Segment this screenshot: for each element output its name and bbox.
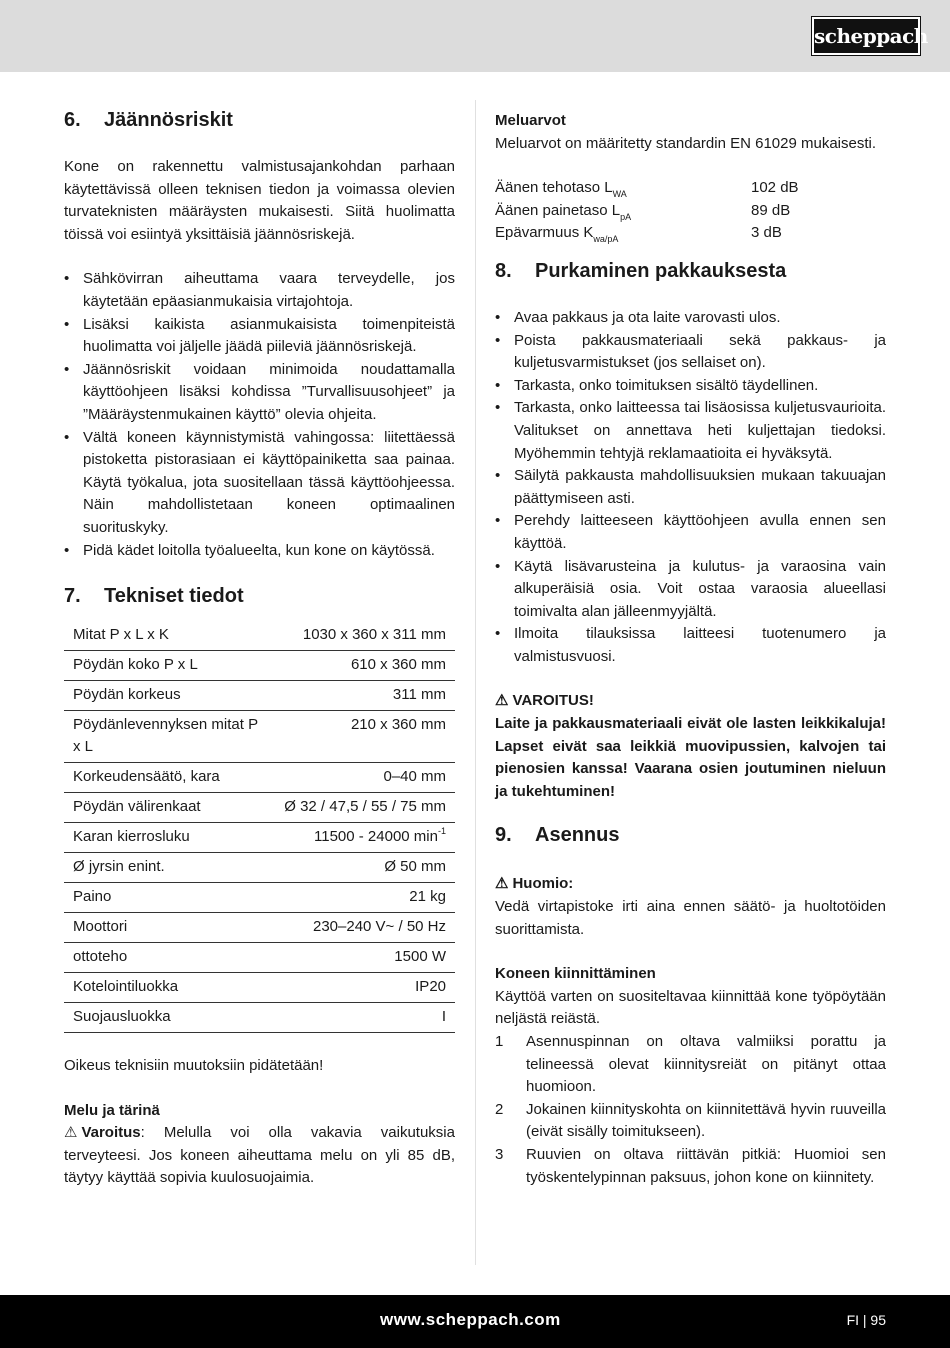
tech-spec-table — [64, 624, 455, 1033]
table-row — [495, 177, 799, 200]
noise-label: Äänen tehotaso $L_{WA}$ — [495, 179, 627, 200]
column-divider — [475, 100, 476, 1265]
noise-values-table — [495, 177, 799, 245]
header-bar — [0, 0, 950, 72]
spec-value: 21 kg — [275, 883, 455, 913]
unpacking-list — [495, 307, 886, 669]
noise-label: Äänen painetaso $L_{pA}$ — [495, 201, 632, 222]
spec-label: Pöydän koko P x L — [64, 651, 275, 681]
website-url: www.scheppach.com — [380, 1310, 561, 1329]
list-item: • Jäännösriskit voidaan minimoida noudattamalla käyttöohjeen lisäksi kohdissa ”Turvallisuusohjeet” ja ”Määräystenmukainen käyttö” olevia ohjeita. — [64, 359, 455, 427]
spec-label: Suojausluokka — [64, 1003, 275, 1033]
warning-title: ⚠ VAROITUS! — [495, 690, 886, 713]
spec-value: 1500 W — [275, 943, 455, 973]
noise-value: 3 dB — [751, 224, 782, 242]
table-row — [64, 853, 455, 883]
right-column — [495, 100, 886, 1189]
spec-value: 11500 - 24000 $\min^{-1}$ — [275, 823, 455, 853]
section-6-heading: 6. Jäännösriskit — [64, 109, 233, 131]
section-9-heading: 9. Asennus — [495, 824, 620, 847]
list-item: • Tarkasta, onko laitteessa tai lisäosissa kuljetusvaurioita. Valitukset on annettava heti kuljettajan tiedoksi. Myöhemmin tehtyjä reklamaatioita ei hyväksytä. — [495, 397, 886, 465]
spec-label: Pöydän välirenkaat — [64, 793, 275, 823]
list-item: • Ilmoita tilauksissa laitteesi tuotenumero ja valmistusvuosi. — [495, 623, 886, 668]
list-item: • Tarkasta, onko toimituksen sisältö täydellinen. — [495, 375, 886, 398]
table-row — [64, 883, 455, 913]
scheppach-logo: scheppach — [812, 17, 920, 55]
spec-label: Ø jyrsin enint. — [64, 853, 275, 883]
spec-value: 1030 x 360 x 311 mm — [275, 624, 455, 651]
spec-value: 210 x 360 mm — [275, 711, 455, 763]
table-row — [495, 200, 799, 223]
spec-value: 0–40 mm — [275, 763, 455, 793]
noise-value: 89 dB — [751, 201, 791, 219]
spec-value: 311 mm — [275, 681, 455, 711]
note-text: Vedä virtapistoke irti aina ennen säätö- ja huoltotöiden suorittamista. — [495, 898, 886, 938]
spec-label: Korkeudensäätö, kara — [64, 763, 275, 793]
section-7-heading: 7. Tekniset tiedot — [64, 585, 244, 608]
note-title: ⚠ Huomio: — [495, 873, 886, 896]
table-row — [64, 711, 455, 763]
table-row — [64, 681, 455, 711]
mounting-steps — [495, 1031, 886, 1189]
spec-label: Paino — [64, 883, 275, 913]
mounting-text: Käyttöä varten on suositeltavaa kiinnittää kone työpöytään neljästä reiästä. — [495, 987, 886, 1028]
noise-values-text: Meluarvot on määritetty standardin EN 61029 mukaisesti. — [495, 134, 877, 152]
spec-value: 610 x 360 mm — [275, 651, 455, 681]
list-item: • Pidä kädet loitolla työalueelta, kun kone on käytössä. — [64, 540, 455, 563]
spec-value: IP20 — [275, 973, 455, 1003]
footer-bar — [0, 1295, 950, 1348]
spec-label: Moottori — [64, 913, 275, 943]
table-row — [64, 943, 455, 973]
warning-icon: ⚠ — [64, 1124, 78, 1142]
left-column — [64, 100, 455, 1190]
list-item: • Lisäksi kaikista asianmukaisista toimenpiteistä huolimatta voi jäljelle jäädä piileviä jäännösriskejä. — [64, 314, 455, 359]
spec-label: Mitat P x L x K — [64, 624, 275, 651]
table-row — [64, 973, 455, 1003]
spec-value: I — [275, 1003, 455, 1033]
table-row — [64, 763, 455, 793]
spec-label: Pöydän korkeus — [64, 681, 275, 711]
list-item: • Säilytä pakkausta mahdollisuuksien mukaan takuuajan päättymiseen asti. — [495, 465, 886, 510]
table-row — [64, 651, 455, 681]
list-item: 2 Jokainen kiinnityskohta on kiinnitettävä hyvin ruuveilla (eivät sisälly toimitukseen). — [495, 1100, 886, 1141]
spec-label: Karan kierrosluku — [64, 823, 275, 853]
spec-label: Pöydänlevennyksen mitat P x L — [64, 711, 275, 763]
warning-icon: ⚠ — [495, 875, 509, 893]
warning-icon: ⚠ — [495, 692, 509, 710]
spec-value: Ø 32 / 47,5 / 55 / 75 mm — [275, 793, 455, 823]
list-item: • Avaa pakkaus ja ota laite varovasti ulos. — [495, 307, 886, 330]
list-item: • Perehdy laitteeseen käyttöohjeen avulla ennen sen käyttöä. — [495, 510, 886, 555]
mounting-heading: Koneen kiinnittäminen — [495, 965, 656, 983]
table-row — [64, 624, 455, 651]
residual-risk-list — [64, 268, 455, 562]
noise-values-heading: Meluarvot — [495, 112, 566, 129]
list-item: 1 Asennuspinnan on oltava valmiiksi porattu ja telineessä olevat kiinnitysreiät on pitänyt ottaa huomioon. — [495, 1033, 886, 1096]
list-item: • Poista pakkausmateriaali sekä pakkaus- ja kuljetusvarmistukset (jos sellaiset on). — [495, 330, 886, 375]
section-6-intro: Kone on rakennettu valmistusajankohdan parhaan käytettävissä olleen teknisen tiedon ja voimassa olevien turvateknisten määräysten mukaisesti. Siitä huolimatta töissä voi esiintyä yksittäisiä jäännösriskejä. — [64, 158, 455, 243]
list-item: • Vältä koneen käynnistymistä vahingossa: liitettäessä pistoketta pistorasiaan ei käyttöpainiketta saa painaa. Käytä työkalua, jota suositellaan tässä käyttöohjeessa. Näin mahdollistetaan koneen optimaalinen suorituskyky. — [64, 427, 455, 540]
spec-value: Ø 50 mm — [275, 853, 455, 883]
table-row — [64, 1003, 455, 1033]
list-item: • Sähkövirran aiheuttama vaara terveydelle, jos käytetään epäasianmukaisia virtajohtoja. — [64, 268, 455, 313]
table-row — [495, 222, 799, 245]
section-8-heading: 8. Purkaminen pakkauksesta — [495, 259, 787, 282]
changes-note: Oikeus teknisiin muutoksiin pidätetään! — [64, 1057, 324, 1075]
list-item: 3 Ruuvien on oltava riittävän pitkiä: Huomioi sen työskentelypinnan paksuus, johon kone on kiinnitety. — [495, 1145, 886, 1186]
table-row — [64, 793, 455, 823]
spec-value: 230–240 V~ / 50 Hz — [275, 913, 455, 943]
list-item: • Käytä lisävarusteina ja kulutus- ja varaosina vain alkuperäisiä osia. Voit ostaa varaosia alueellasi toimivalta alan jälleenmyyjältä. — [495, 556, 886, 624]
spec-label: ottoteho — [64, 943, 275, 973]
noise-vibration-heading: Melu ja tärinä — [64, 1101, 160, 1119]
table-row — [64, 823, 455, 853]
noise-value: 102 dB — [751, 179, 799, 197]
table-row — [64, 913, 455, 943]
noise-label: Epävarmuus $K_{wa/pA}$ — [495, 224, 619, 245]
page-number: FI | 95 — [846, 1312, 886, 1328]
noise-warning: ⚠ Varoitus: Melulla voi olla vakavia vaikutuksia terveyteesi. Jos koneen aiheuttama melu on yli 85 dB, täytyy käyttää sopivia kuulosuojaimia. — [64, 1124, 455, 1187]
spec-label: Kotelointiluokka — [64, 973, 275, 1003]
warning-text: Laite ja pakkausmateriaali eivät ole lasten leikkikaluja! Lapset eivät saa leikkiä muovipussien, kalvojen tai pienosien kanssa! Vaarana osien joutuminen nieluun ja tukehtuminen! — [495, 715, 886, 800]
